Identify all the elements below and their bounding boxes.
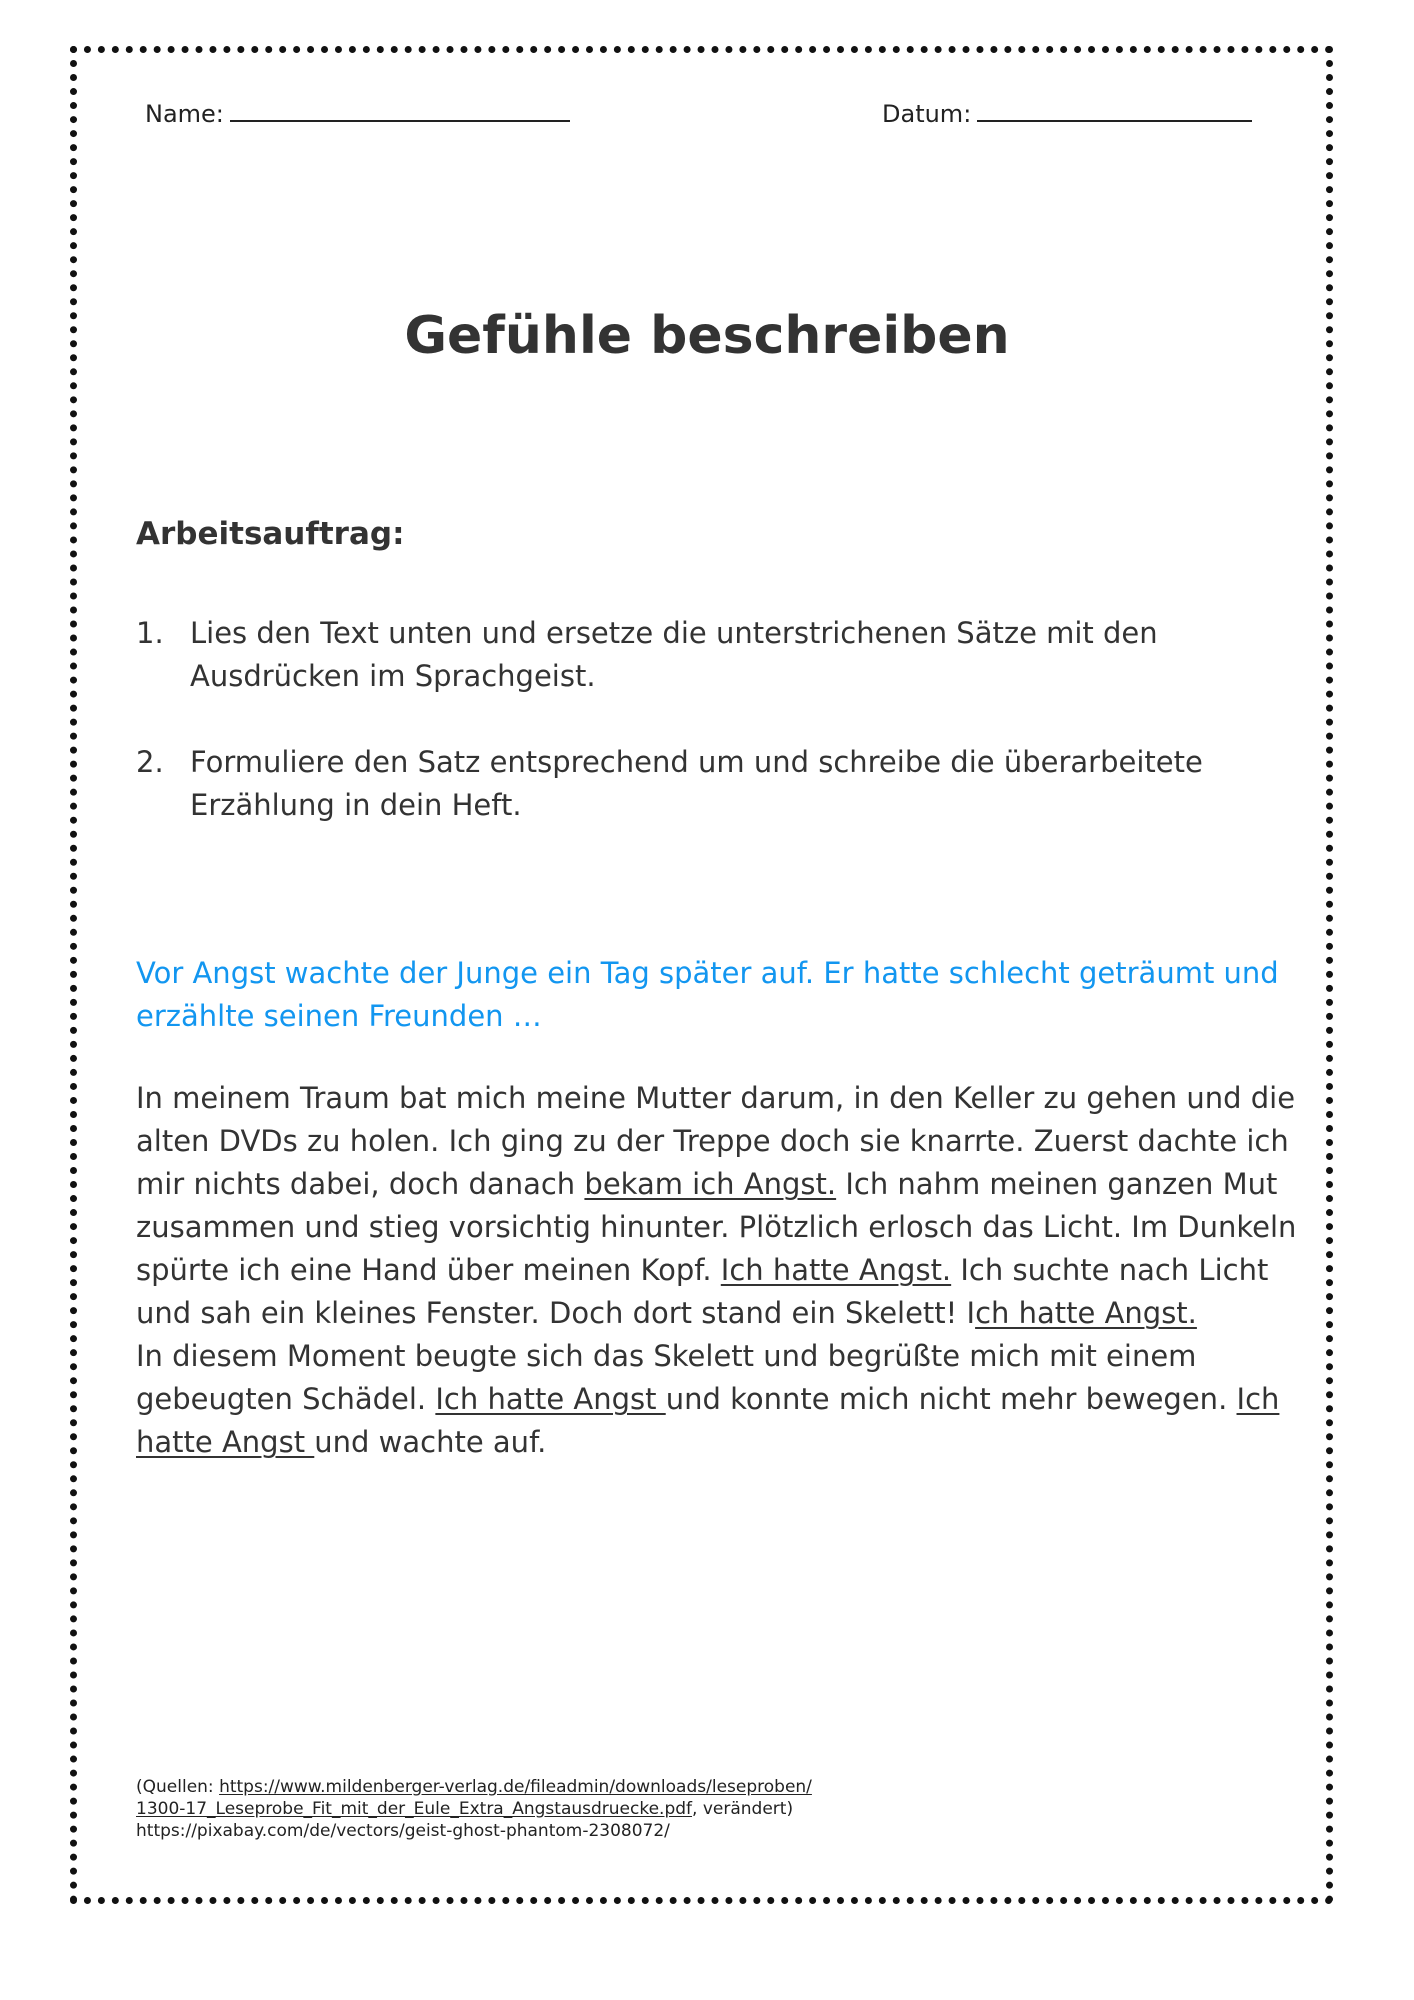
story-segment: Ich nahm meinen ganzen Mut zusammen und stieg vorsichtig hinunter. Plötzlich erlosch das Licht. Im Dunkeln spürte ich eine Hand über meinen Kopf. [136, 1167, 1297, 1287]
task-heading: Arbeitsauftrag: [136, 516, 405, 552]
task-text: Formuliere den Satz entsprechend um und schreibe die überarbeitete Erzählung in dein Heft. [190, 745, 1203, 822]
underlined-phrase: Ich hatte Angst [136, 1382, 1280, 1459]
name-field [145, 96, 570, 128]
source-link-1[interactable]: https://www.mildenberger-verlag.de/fileadmin/downloads/leseproben/ [219, 1777, 812, 1797]
story-segment: und wachte auf. [314, 1425, 547, 1459]
story-text [136, 1077, 1306, 1464]
story-segment: und konnte mich nicht mehr bewegen. [665, 1382, 1237, 1416]
underlined-phrase: Ich hatte Angst [435, 1382, 666, 1416]
date-label: Datum: [882, 100, 972, 128]
task-number: 1. [136, 616, 164, 650]
task-number: 2. [136, 745, 164, 779]
task-list [136, 612, 1276, 870]
story-segment: In meinem Traum bat mich meine Mutter darum, in den Keller zu gehen und die alten DVDs zu holen. Ich ging zu der Treppe doch sie knarrte. Zuerst dachte ich mir nichts dabei, doch danach [136, 1081, 1296, 1201]
name-label: Name: [145, 100, 224, 128]
underlined-phrase: Ich hatte Angst. [720, 1253, 952, 1287]
page-title: Gefühle beschreiben [404, 306, 1010, 366]
task-item-1 [136, 612, 1276, 698]
source-link-1-continued[interactable]: 1300-17_Leseprobe_Fit_mit_der_Eule_Extra_Angstausdruecke.pdf [136, 1799, 693, 1819]
date-field [882, 96, 1252, 128]
sources-prefix: (Quellen: [136, 1777, 220, 1797]
story-intro: Vor Angst wachte der Junge ein Tag später auf. Er hatte schlecht geträumt und erzählte seinen Freunden … [136, 956, 1279, 1033]
underlined-phrase: ch hatte Angst. [975, 1296, 1197, 1330]
sources-note [136, 1776, 812, 1842]
source-link-2[interactable]: https://pixabay.com/de/vectors/geist-ghost-phantom-2308072/ [136, 1821, 670, 1841]
task-text: Lies den Text unten und ersetze die unterstrichenen Sätze mit den Ausdrücken im Sprachgeist. [190, 616, 1158, 693]
underlined-phrase: bekam ich Angst. [584, 1167, 837, 1201]
name-input-line[interactable] [230, 96, 570, 122]
date-input-line[interactable] [977, 96, 1252, 122]
task-item-2 [136, 741, 1276, 827]
sources-suffix: , verändert) [692, 1799, 794, 1819]
story-segment: In diesem Moment beugte sich das Skelett und begrüßte mich mit einem gebeugten Schädel. [136, 1339, 1197, 1416]
story-segment: Ich suchte nach Licht und sah ein kleines Fenster. Doch dort stand ein Skelett! I [136, 1253, 1269, 1330]
